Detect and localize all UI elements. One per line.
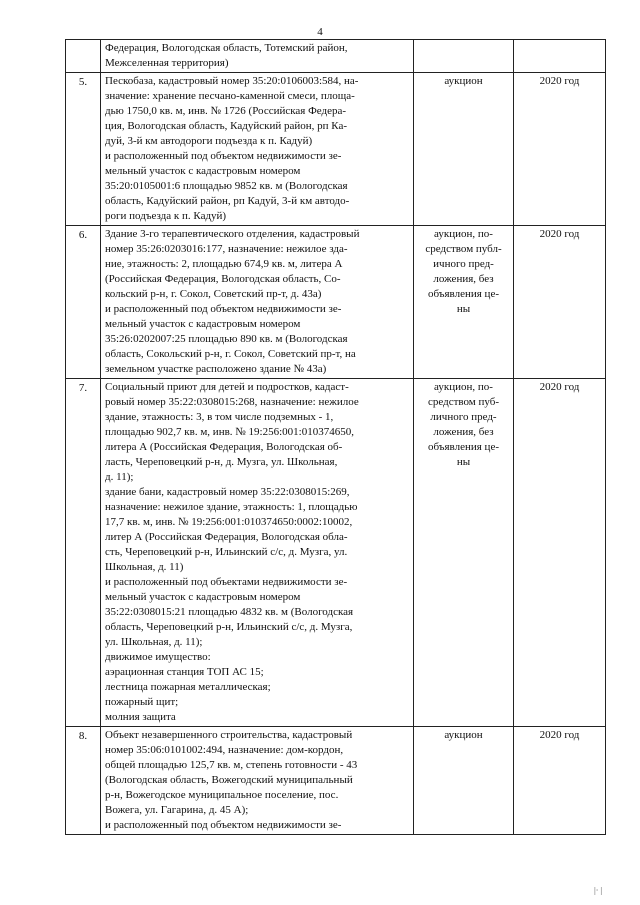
description-line: ние, этажность: 2, площадью 674,9 кв. м, литера А: [105, 258, 343, 270]
description-line: и расположенный под объектом недвижимости зе-: [105, 303, 342, 315]
privatization-year: 2020 год: [514, 226, 606, 379]
description-line: Вожега, ул. Гагарина, д. 45 А);: [105, 804, 249, 816]
footer-mark: |· |: [594, 886, 602, 895]
description-line: мельный участок с кадастровым номером: [105, 165, 301, 177]
description-line: мельный участок с кадастровым номером: [105, 591, 301, 603]
method-line: аукцион: [444, 729, 483, 741]
description-line: (Вологодская область, Вожегодский муниципальный: [105, 774, 353, 786]
description-line: ул. Школьная, д. 11);: [105, 636, 203, 648]
description-line: и расположенный под объектами недвижимости зе-: [105, 576, 348, 588]
description-line: р-н, Вожегодское муниципальное поселение, пос.: [105, 789, 339, 801]
description-line: Здание 3-го терапевтического отделения, кадастровый: [105, 228, 360, 240]
row-number: 7.: [66, 379, 101, 727]
description-line: Федерация, Вологодская область, Тотемский район,: [105, 42, 348, 54]
description-line: лестница пожарная металлическая;: [105, 681, 271, 693]
description-line: сть, Череповецкий р-н, Ильинский с/с, д. Музга, ул.: [105, 546, 348, 558]
privatization-method: [414, 379, 514, 727]
description-line: область, Сокольский р-н, г. Сокол, Советский пр-т, на: [105, 348, 356, 360]
description-line: Пескобаза, кадастровый номер 35:20:0106003:584, на-: [105, 75, 359, 87]
description-line: ласть, Череповецкий р-н, д. Музга, ул. Школьная,: [105, 456, 338, 468]
object-description: [101, 40, 414, 73]
description-line: мельный участок с кадастровым номером: [105, 318, 301, 330]
description-line: 35:22:0308015:21 площадью 4832 кв. м (Вологодская: [105, 606, 354, 618]
method-line: объявления це-: [427, 288, 499, 300]
description-line: дью 1750,0 кв. м, инв. № 1726 (Российская Федера-: [105, 105, 347, 117]
row-number: 6.: [66, 226, 101, 379]
description-line: кольский р-н, г. Сокол, Советский пр-т, д. 43а): [105, 288, 322, 300]
object-description: [101, 379, 414, 727]
method-line: ны: [456, 303, 471, 315]
description-line: область, Череповецкий р-н, Ильинский с/с, д. Музга,: [105, 621, 353, 633]
description-line: область, Кадуйский район, рп Кадуй, 3-й км автодо-: [105, 195, 350, 207]
description-line: д. 11);: [105, 471, 134, 483]
description-line: аэрационная станция ТОП АС 15;: [105, 666, 264, 678]
description-line: 35:26:0202007:25 площадью 890 кв. м (Вологодская: [105, 333, 348, 345]
object-description: [101, 727, 414, 835]
description-line: Объект незавершенного строительства, кадастровый: [105, 729, 353, 741]
method-line: средством публ-: [425, 243, 502, 255]
description-line: и расположенный под объектом недвижимости зе-: [105, 150, 342, 162]
method-line: личного пред-: [430, 411, 497, 423]
description-line: значение: хранение песчано-каменной смеси, площа-: [105, 90, 355, 102]
property-table: [65, 39, 606, 835]
object-description: [101, 226, 414, 379]
privatization-year: 2020 год: [514, 727, 606, 835]
table-row: [66, 226, 606, 379]
method-line: ны: [456, 456, 471, 468]
privatization-method: [414, 40, 514, 73]
description-line: пожарный щит;: [105, 696, 179, 708]
description-line: 17,7 кв. м, инв. № 19:256:001:010374650:0002:10002,: [105, 516, 353, 528]
description-line: земельном участке расположено здание № 43а): [105, 363, 327, 375]
description-line: площадью 902,7 кв. м, инв. № 19:256:001:010374650,: [105, 426, 354, 438]
table-row: [66, 73, 606, 226]
method-line: аукцион: [444, 75, 483, 87]
method-line: ичного пред-: [433, 258, 494, 270]
method-line: средством пуб-: [427, 396, 500, 408]
privatization-year: [514, 40, 606, 73]
description-line: роги подъезда к п. Кадуй): [105, 210, 227, 222]
object-description: [101, 73, 414, 226]
description-line: и расположенный под объектом недвижимости зе-: [105, 819, 342, 831]
description-line: 35:20:0105001:6 площадью 9852 кв. м (Вологодская: [105, 180, 348, 192]
privatization-year: 2020 год: [514, 73, 606, 226]
row-number: [66, 40, 101, 73]
table-row: [66, 40, 606, 73]
privatization-method: [414, 727, 514, 835]
table-row: [66, 727, 606, 835]
privatization-year: 2020 год: [514, 379, 606, 727]
description-line: молния защита: [105, 711, 176, 723]
privatization-method: [414, 73, 514, 226]
method-line: аукцион, по-: [434, 381, 493, 393]
description-line: номер 35:26:0203016:177, назначение: нежилое зда-: [105, 243, 348, 255]
description-line: общей площадью 125,7 кв. м, степень готовности - 43: [105, 759, 358, 771]
method-line: ложения, без: [433, 426, 494, 438]
description-line: ровый номер 35:22:0308015:268, назначение: нежилое: [105, 396, 359, 408]
method-line: объявления це-: [427, 441, 499, 453]
description-line: (Российская Федерация, Вологодская область, Со-: [105, 273, 341, 285]
privatization-method: [414, 226, 514, 379]
description-line: Социальный приют для детей и подростков, кадаст-: [105, 381, 349, 393]
description-line: литер А (Российская Федерация, Вологодская обла-: [105, 531, 348, 543]
table-row: [66, 379, 606, 727]
row-number: 5.: [66, 73, 101, 226]
description-line: Школьная, д. 11): [105, 561, 184, 573]
page-number: 4: [317, 26, 323, 38]
description-line: ция, Вологодская область, Кадуйский район, рп Ка-: [105, 120, 348, 132]
description-line: назначение: нежилое здание, этажность: 1, площадью: [105, 501, 358, 513]
description-line: номер 35:06:0101002:494, назначение: дом-кордон,: [105, 744, 344, 756]
description-line: движимое имущество:: [105, 651, 211, 663]
description-line: литера А (Российская Федерация, Вологодская об-: [105, 441, 343, 453]
method-line: аукцион, по-: [434, 228, 493, 240]
description-line: Межселенная территория): [105, 57, 229, 69]
method-line: ложения, без: [433, 273, 494, 285]
description-line: здание бани, кадастровый номер 35:22:0308015:269,: [105, 486, 350, 498]
row-number: 8.: [66, 727, 101, 835]
description-line: дуй, 3-й км автодороги подъезда к п. Кадуй): [105, 135, 313, 147]
description-line: здание, этажность: 3, в том числе подземных - 1,: [105, 411, 334, 423]
